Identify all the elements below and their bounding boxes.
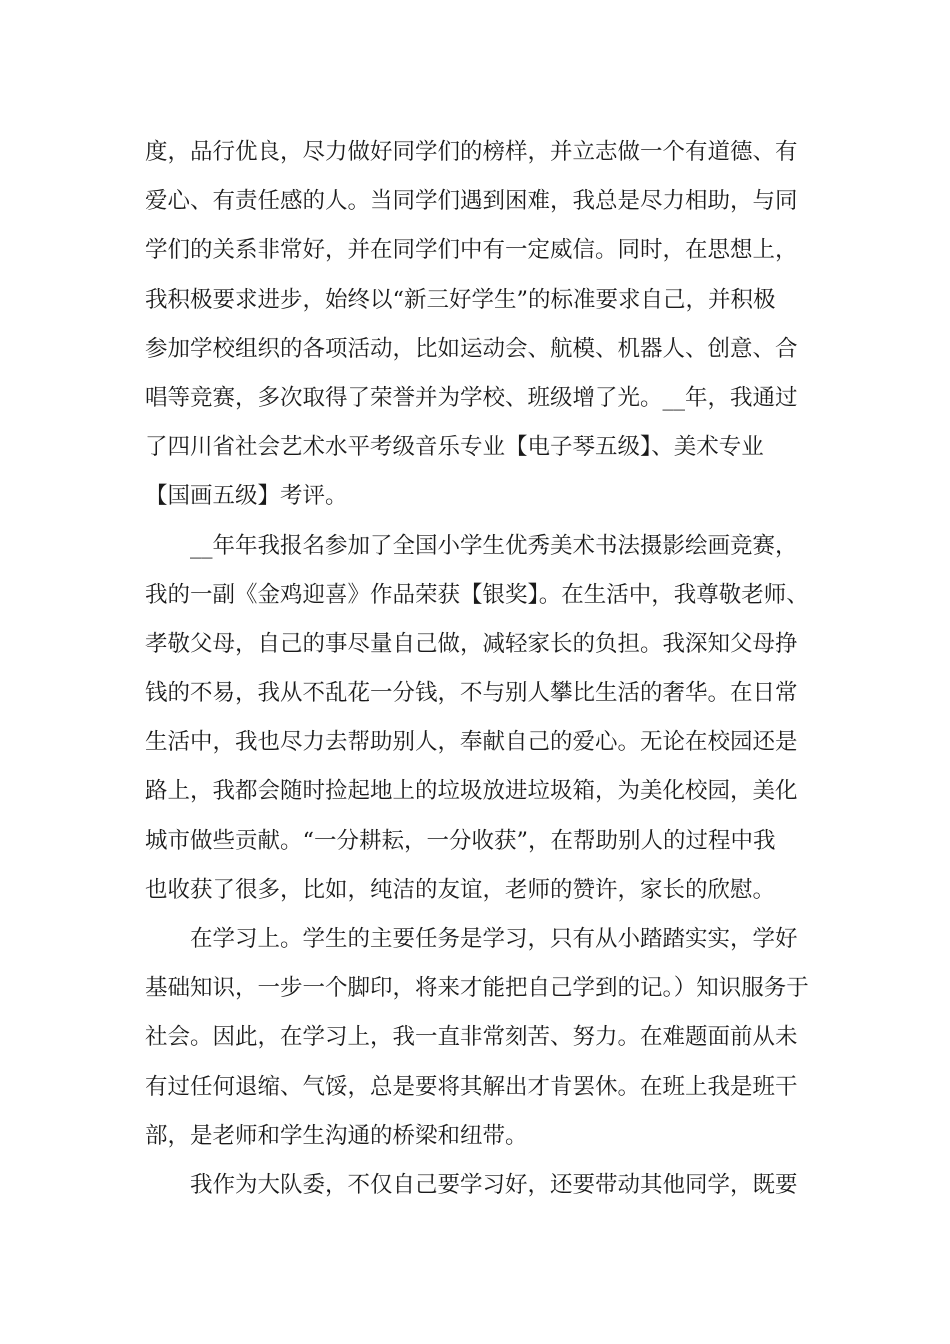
text-line: 城市做些贡献。“一分耕耘，一分收获”，在帮助别人的过程中我 xyxy=(145,827,776,854)
text-line: 也收获了很多，比如，纯洁的友谊，老师的赞许，家长的欣慰。 xyxy=(145,876,776,903)
text-line: 我积极要求进步，始终以“新三好学生”的标准要求自己，并积极 xyxy=(145,286,776,313)
text-line: 【国画五级】考评。 xyxy=(145,483,348,510)
text-line: 唱等竞赛，多次取得了荣誉并为学校、班级增了光。__年，我通过 xyxy=(145,384,798,411)
text-line: 我的一副《金鸡迎喜》作品荣获【银奖】。在生活中，我尊敬老师、 xyxy=(145,581,809,608)
text-line: 路上，我都会随时捡起地上的垃圾放进垃圾箱，为美化校园，美化 xyxy=(145,778,798,805)
text-line: 参加学校组织的各项活动，比如运动会、航模、机器人、创意、合 xyxy=(145,335,798,362)
text-line: 生活中，我也尽力去帮助别人，奉献自己的爱心。无论在校园还是 xyxy=(145,729,798,756)
text-line: 度，品行优良，尽力做好同学们的榜样，并立志做一个有道德、有 xyxy=(145,139,798,165)
text-line: 基础知识，一步一个脚印，将来才能把自己学到的记。）知识服务于 xyxy=(145,975,809,1002)
text-line: 有过任何退缩、气馁，总是要将其解出才肯罢休。在班上我是班干 xyxy=(145,1073,798,1100)
text-line: 钱的不易，我从不乱花一分钱，不与别人攀比生活的奢华。在日常 xyxy=(145,680,798,707)
text-line: 在学习上。学生的主要任务是学习，只有从小踏踏实实，学好 xyxy=(190,926,798,952)
paragraph-1 xyxy=(145,128,810,522)
paragraph-3 xyxy=(145,915,810,1161)
text-line: 我作为大队委，不仅自己要学习好，还要带动其他同学，既要 xyxy=(190,1171,798,1198)
text-line: 学们的关系非常好，并在同学们中有一定威信。同时，在思想上， xyxy=(145,237,798,264)
text-line: 部，是老师和学生沟通的桥梁和纽带。 xyxy=(145,1122,528,1149)
paragraph-4 xyxy=(145,1161,810,1210)
text-line: 了四川省社会艺术水平考级音乐专业【电子琴五级】、美术专业 xyxy=(145,434,764,461)
text-line: __年年我报名参加了全国小学生优秀美术书法摄影绘画竞赛， xyxy=(190,532,798,559)
text-line: 社会。因此，在学习上，我一直非常刻苦、努力。在难题面前从未 xyxy=(145,1024,798,1051)
text-line: 爱心、有责任感的人。当同学们遇到困难，我总是尽力相助，与同 xyxy=(145,188,798,215)
paragraph-2 xyxy=(145,522,810,916)
text-line: 孝敬父母，自己的事尽量自己做，减轻家长的负担。我深知父母挣 xyxy=(145,630,798,657)
document-body xyxy=(145,128,810,1210)
